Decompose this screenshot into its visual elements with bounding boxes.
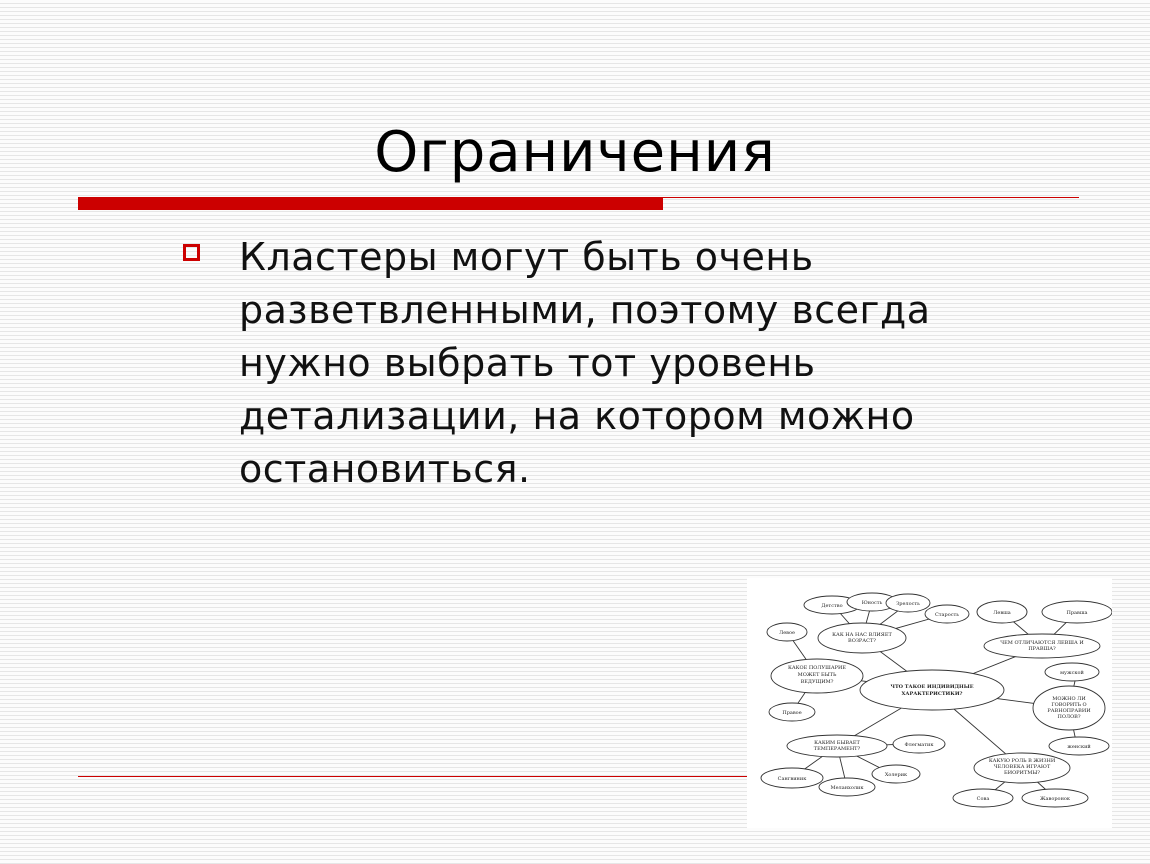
svg-text:ПРАВША?: ПРАВША? [1028, 646, 1056, 652]
svg-text:мужской: мужской [1060, 670, 1084, 676]
svg-text:женский: женский [1067, 744, 1091, 750]
svg-text:Зрелость: Зрелость [896, 601, 920, 607]
svg-text:Детство: Детство [821, 603, 843, 609]
svg-text:ХАРАКТЕРИСТИКИ?: ХАРАКТЕРИСТИКИ? [901, 691, 963, 697]
svg-text:Правша: Правша [1066, 610, 1088, 616]
svg-text:КАКУЮ РОЛЬ В ЖИЗНИ: КАКУЮ РОЛЬ В ЖИЗНИ [988, 758, 1056, 764]
svg-text:ВЕДУЩИМ?: ВЕДУЩИМ? [800, 679, 834, 685]
svg-text:МОЖНО ЛИ: МОЖНО ЛИ [1052, 696, 1086, 702]
svg-text:ВОЗРАСТ?: ВОЗРАСТ? [848, 638, 876, 644]
svg-text:КАК НА НАС ВЛИЯЕТ: КАК НА НАС ВЛИЯЕТ [832, 632, 892, 638]
svg-text:РАВНОПРАВИИ: РАВНОПРАВИИ [1047, 708, 1091, 714]
svg-text:КАКОЕ ПОЛУШАРИЕ: КАКОЕ ПОЛУШАРИЕ [788, 665, 846, 671]
title-underline-thick [78, 197, 663, 210]
svg-text:Жаворонок: Жаворонок [1039, 796, 1071, 802]
svg-text:ГОВОРИТЬ О: ГОВОРИТЬ О [1051, 702, 1087, 708]
bottom-rule [78, 776, 778, 777]
svg-text:Сангвиник: Сангвиник [777, 776, 807, 782]
svg-text:Левое: Левое [779, 630, 795, 636]
svg-text:КАКИМ БЫВАЕТ: КАКИМ БЫВАЕТ [814, 740, 860, 746]
svg-text:Юность: Юность [861, 600, 883, 606]
svg-text:ЧЕЛОВЕКА ИГРАЮТ: ЧЕЛОВЕКА ИГРАЮТ [993, 764, 1051, 770]
svg-text:ЧЕМ ОТЛИЧАЮТСЯ ЛЕВША И: ЧЕМ ОТЛИЧАЮТСЯ ЛЕВША И [1000, 640, 1084, 646]
svg-text:Левша: Левша [993, 610, 1011, 616]
title-underline-thin [663, 197, 1079, 198]
svg-text:Правое: Правое [782, 710, 802, 716]
svg-text:БИОРИТМЫ?: БИОРИТМЫ? [1004, 770, 1040, 776]
svg-text:Старость: Старость [934, 612, 960, 618]
svg-text:ТЕМПЕРАМЕНТ?: ТЕМПЕРАМЕНТ? [813, 746, 861, 752]
slide-title: Ограничения [374, 120, 776, 185]
svg-text:Меланхолик: Меланхолик [830, 785, 864, 791]
cluster-diagram [747, 578, 1112, 828]
svg-text:Холерик: Холерик [884, 772, 908, 778]
svg-text:Сова: Сова [976, 796, 990, 802]
svg-text:Флегматик: Флегматик [904, 742, 934, 748]
svg-text:ЧТО ТАКОЕ ИНДИВИДНЫЕ: ЧТО ТАКОЕ ИНДИВИДНЫЕ [890, 684, 974, 690]
bullet-text: Кластеры могут быть очень разветвленными, поэтому всегда нужно выбрать тот уровень детализации, на котором можно остановиться. [239, 235, 931, 491]
svg-text:МОЖЕТ БЫТЬ: МОЖЕТ БЫТЬ [797, 672, 837, 678]
square-bullet-icon [183, 244, 200, 261]
svg-text:ПОЛОВ?: ПОЛОВ? [1057, 714, 1081, 720]
cluster-diagram-image [747, 578, 1112, 828]
